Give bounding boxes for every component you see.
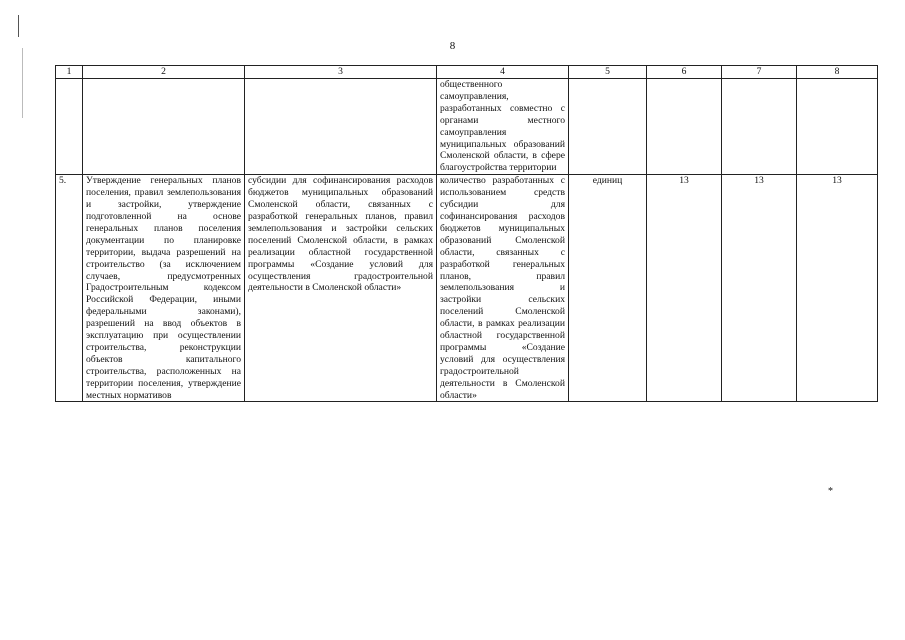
- column-number: 6: [647, 66, 722, 79]
- cell-empty: [722, 79, 797, 175]
- column-number: 4: [437, 66, 569, 79]
- column-number: 7: [722, 66, 797, 79]
- column-number-row: [56, 66, 878, 79]
- cell-empty: [569, 79, 647, 175]
- column-number: 8: [797, 66, 878, 79]
- column-number: 1: [56, 66, 83, 79]
- table-row-continuation: [56, 79, 878, 175]
- document-table: [55, 65, 878, 402]
- column-number: 5: [569, 66, 647, 79]
- cell-empty: [647, 79, 722, 175]
- row-number-cell: 5.: [56, 175, 83, 402]
- cell-empty: [56, 79, 83, 175]
- indicator-continuation-cell: общественного самоуправления, разработанных совместно с органами местного самоуправления муниципальных образований Смоленской области, в сфере благоустройства территории: [437, 79, 569, 175]
- column-number: 2: [83, 66, 245, 79]
- value-cell-6: 13: [647, 175, 722, 402]
- cell-empty: [83, 79, 245, 175]
- table-row-5: [56, 175, 878, 402]
- value-cell-7: 13: [722, 175, 797, 402]
- margin-mark: *: [828, 486, 833, 497]
- powers-description-cell: Утверждение генеральных планов поселения, правил землепользования и застройки, утверждение подготовленной на основе генеральных планов поселения документации по планировке территории, выдача разрешений на строительство (за исключением случаев, предусмотренных Градостроительным кодексом Российской Федерации, иными федеральными законами), разрешений на ввод объектов в эксплуатацию при осуществлении строительства, реконструкции объектов капитального строительства, расположенных на территории поселения, утверждение местных нормативов: [83, 175, 245, 402]
- column-number: 3: [245, 66, 437, 79]
- subsidy-description-cell: субсидии для софинансирования расходов бюджетов муниципальных образований Смоленской области, связанных с разработкой генеральных планов, правил землепользования и застройки сельских поселений Смоленской области, в рамках реализации областной государственной программы «Создание условий для осуществления градостроительной деятельности в Смоленской области»: [245, 175, 437, 402]
- unit-cell: единиц: [569, 175, 647, 402]
- scan-edge-shadow: [22, 48, 23, 118]
- scan-edge-line: [18, 15, 19, 37]
- cell-empty: [245, 79, 437, 175]
- value-cell-8: 13: [797, 175, 878, 402]
- page-number: 8: [449, 40, 456, 52]
- cell-empty: [797, 79, 878, 175]
- indicator-description-cell: количество разработанных с использованием средств субсидии для софинансирования расходов бюджетов муниципальных образований Смоленской области, связанных с разработкой генеральных планов, правил землепользования и застройки сельских поселений Смоленской области, в рамках реализации областной государственной программы «Создание условий для осуществления градостроительной деятельности в Смоленской области»: [437, 175, 569, 402]
